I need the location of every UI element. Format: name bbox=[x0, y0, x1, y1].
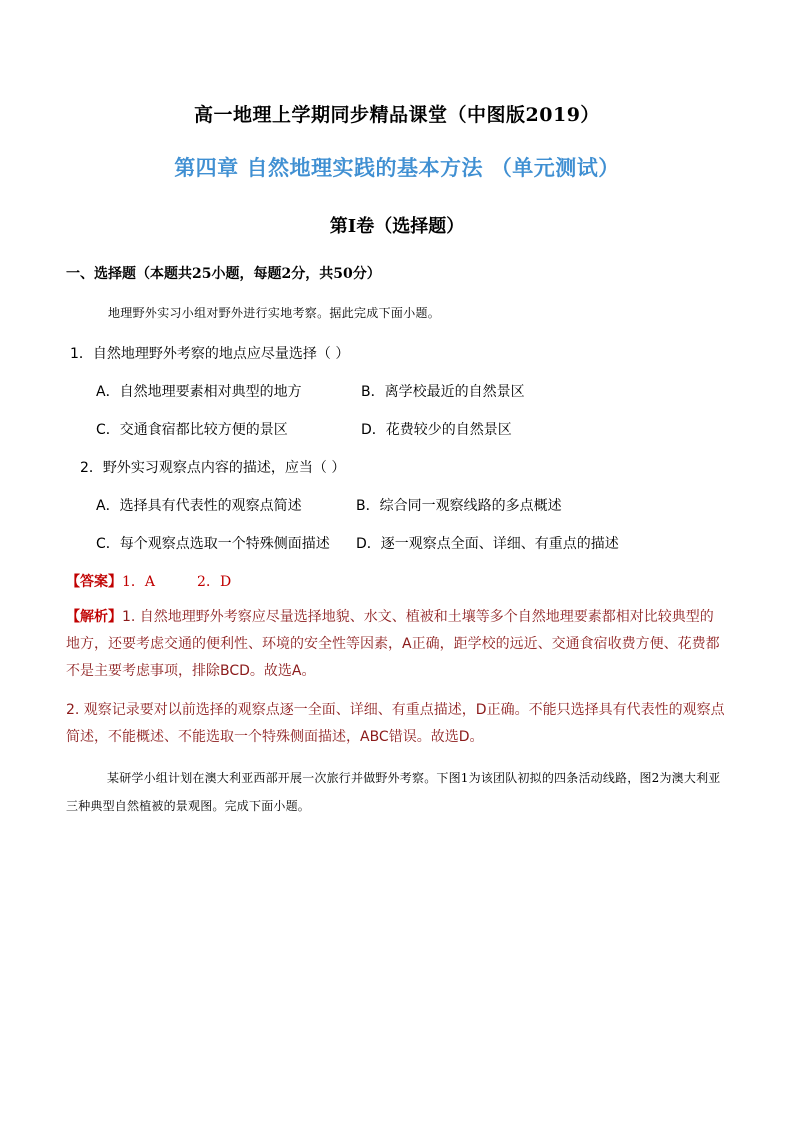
question-2-option-b: B．综合同一观察线路的多点概述 bbox=[356, 498, 562, 514]
question-1-option-a: A．自然地理要素相对典型的地方 bbox=[96, 384, 302, 400]
question-1-option-b: B．离学校最近的自然景区 bbox=[361, 384, 525, 400]
question-2-option-c: C．每个观察点选取一个特殊侧面描述 bbox=[96, 536, 330, 552]
material-intro-1: 地理野外实习小组对野外进行实地考察。据此完成下面小题。 bbox=[108, 306, 441, 320]
analysis-text-1: 1. 自然地理野外考察应尽量选择地貌、水文、植被和土壤等多个自然地理要素都相对比较典型的地方，还要考虑交通的便利性、环境的安全性等因素，A正确，距学校的远近、交通食宿收费方便、花费都不是主要考虑事项，排除BCD。故选A。 bbox=[66, 609, 720, 679]
question-2-stem: 2．野外实习观察点内容的描述，应当（ ） bbox=[80, 460, 346, 476]
chapter-subtitle: 第四章 自然地理实践的基本方法 （单元测试） bbox=[174, 155, 620, 180]
answer-line bbox=[66, 571, 231, 591]
question-1-option-d: D．花费较少的自然景区 bbox=[361, 422, 512, 438]
volume-heading: 第I卷（选择题） bbox=[329, 216, 465, 237]
material-intro-2: 某研学小组计划在澳大利亚西部开展一次旅行并做野外考察。下图1为该团队初拟的四条活动线路，图2为澳大利亚三种典型自然植被的景观图。完成下面小题。 bbox=[66, 771, 721, 813]
answer-tag: 【答案】 bbox=[66, 574, 122, 590]
question-1-option-c: C．交通食宿都比较方便的景区 bbox=[96, 422, 288, 438]
analysis-tag: 【解析】 bbox=[66, 609, 122, 625]
section-heading: 一、选择题（本题共25小题，每题2分，共50分） bbox=[66, 266, 381, 282]
answer-1: 1．A bbox=[122, 574, 156, 590]
document-title: 高一地理上学期同步精品课堂（中图版2019） bbox=[194, 104, 600, 126]
analysis-text-2: 2. 观察记录要对以前选择的观察点逐一全面、详细、有重点描述，D正确。不能只选择具有代表性的观察点简述，不能概述、不能选取一个特殊侧面描述，ABC错误。故选D。 bbox=[66, 702, 725, 745]
analysis-paragraph-2 bbox=[66, 697, 726, 751]
question-1-stem: 1．自然地理野外考察的地点应尽量选择（ ） bbox=[70, 346, 350, 362]
answer-2: 2．D bbox=[197, 574, 232, 590]
question-2-option-d: D．逐一观察点全面、详细、有重点的描述 bbox=[356, 536, 619, 552]
analysis-paragraph-1 bbox=[66, 604, 726, 685]
question-2-option-a: A．选择具有代表性的观察点简述 bbox=[96, 498, 302, 514]
